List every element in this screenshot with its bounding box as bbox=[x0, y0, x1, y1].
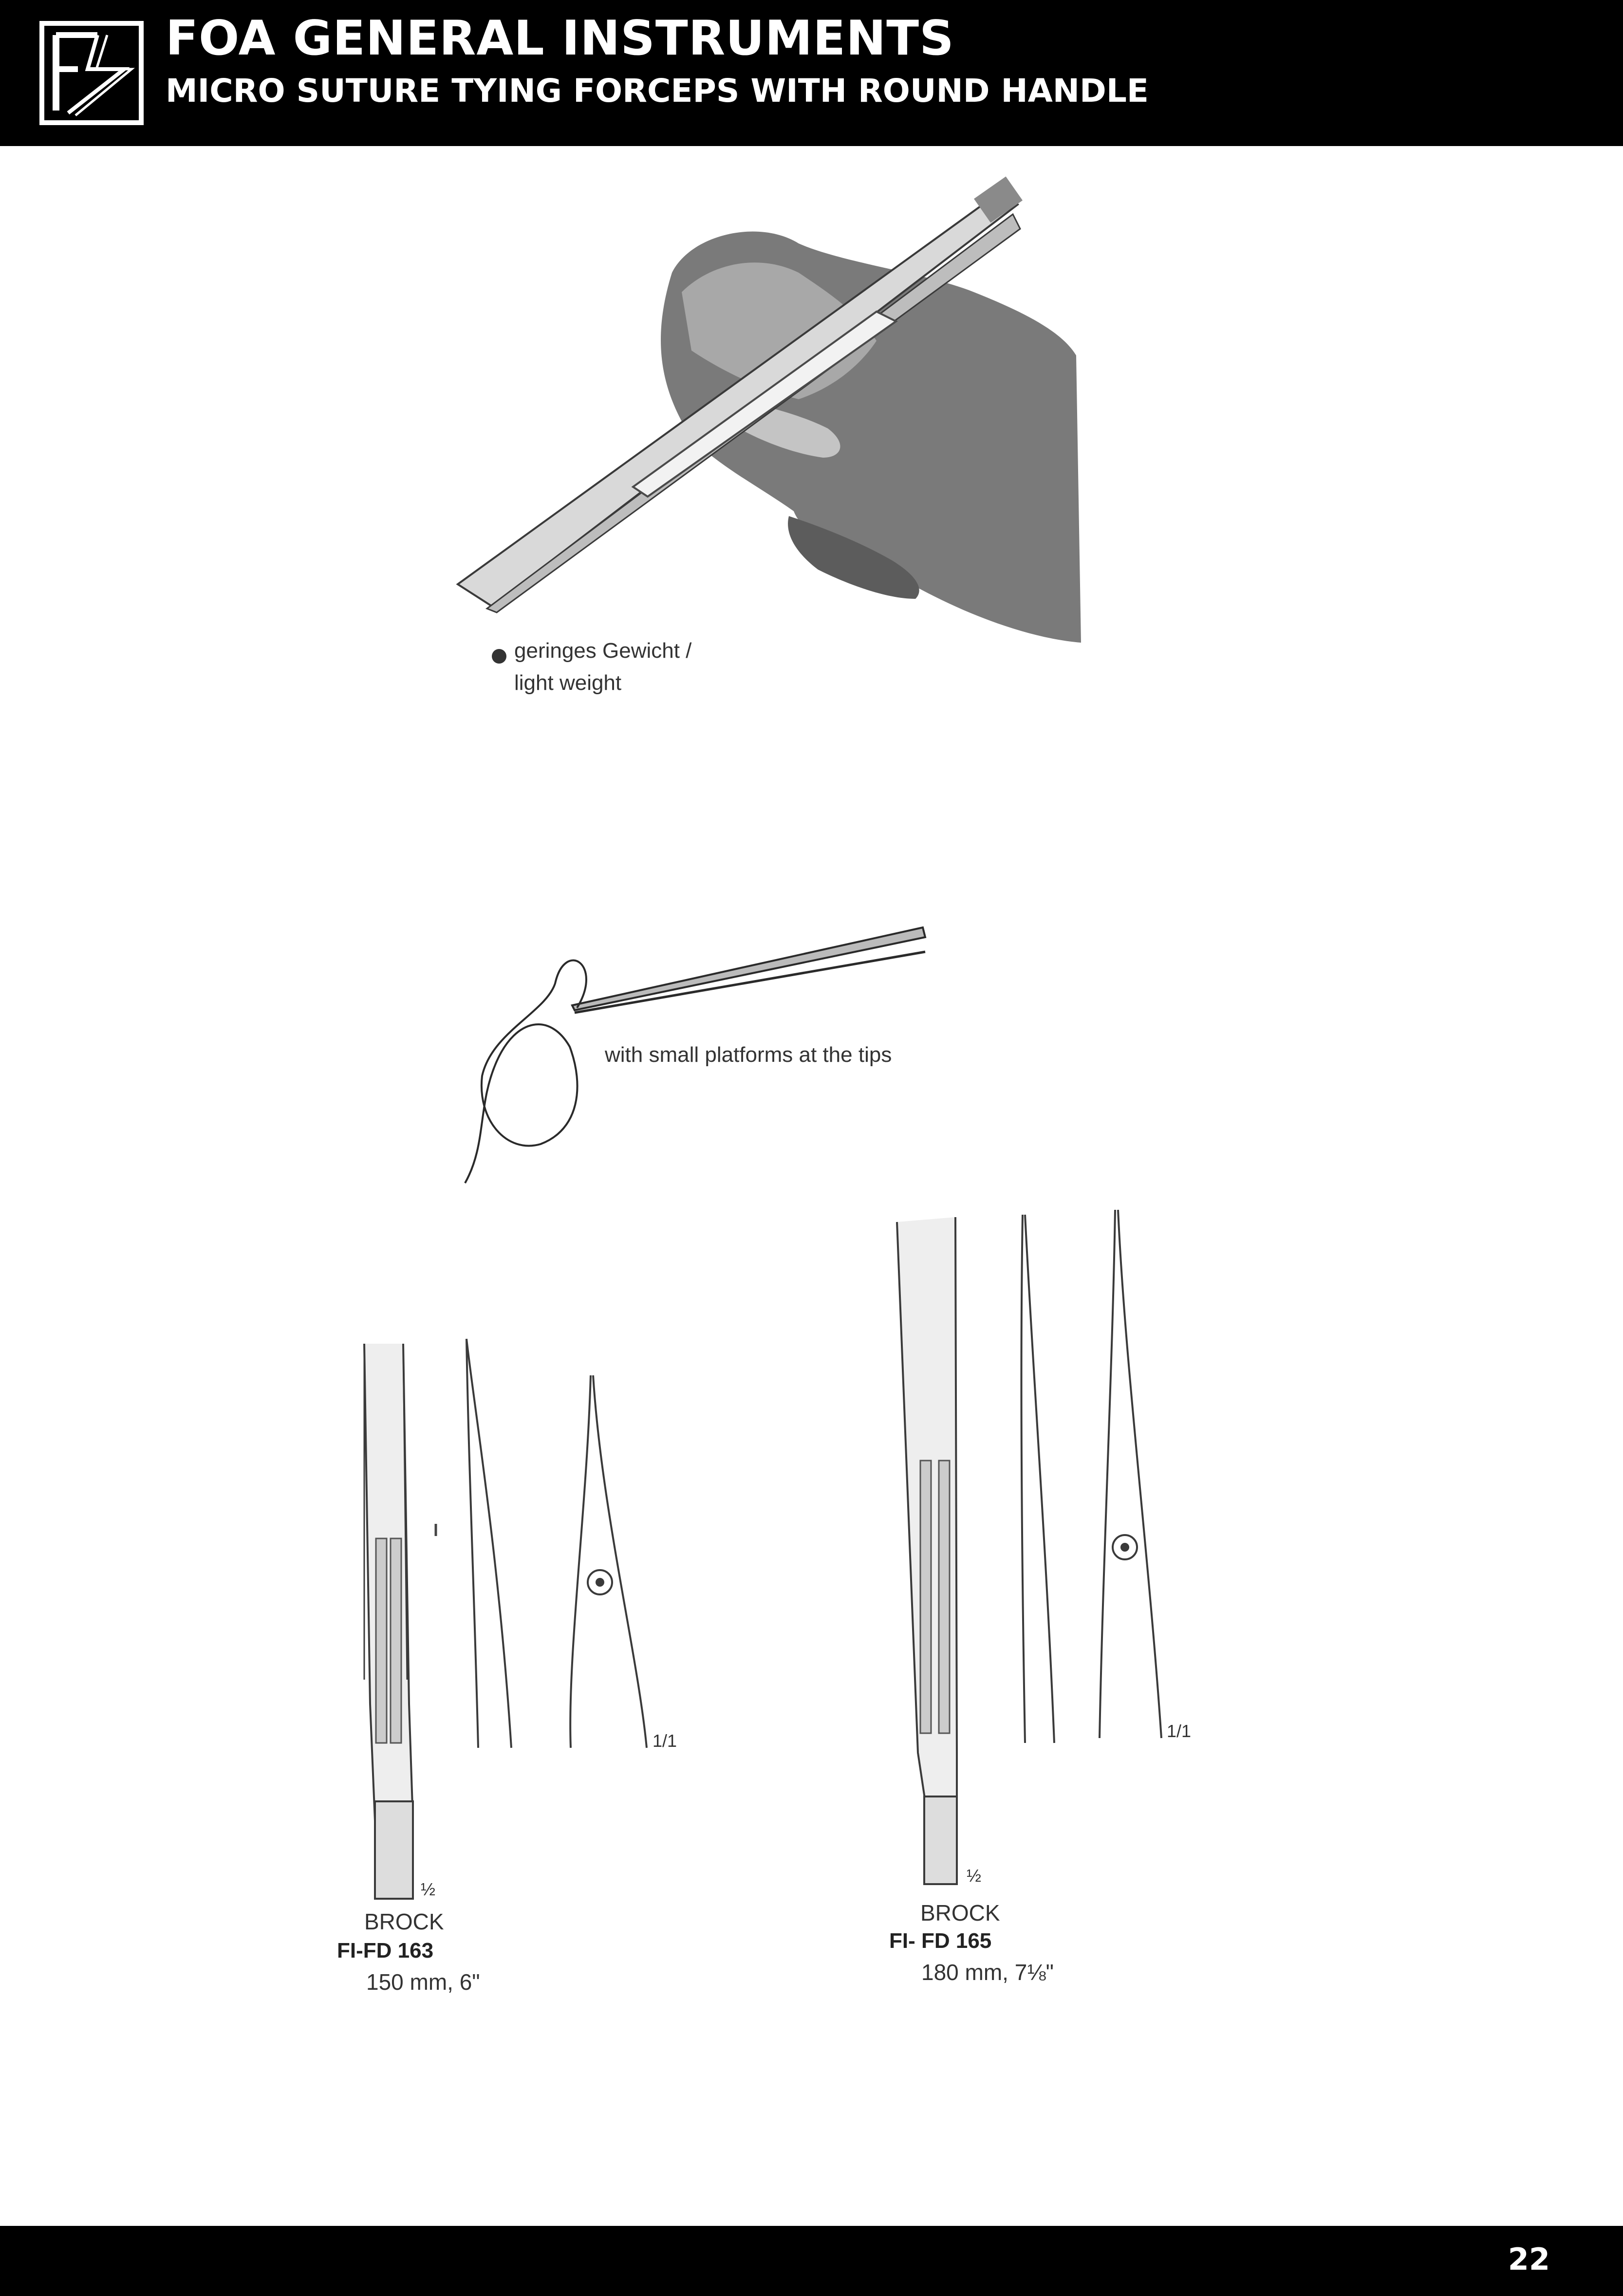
fi-fd-163-scale-full: 1/1 bbox=[653, 1731, 677, 1751]
fi-fd-165-size: 180 mm, 7⅛" bbox=[921, 1960, 1054, 1985]
page-number: 22 bbox=[1508, 2241, 1550, 2277]
fi-fd-165-detail-view bbox=[1100, 1210, 1161, 1738]
fi-fd-163-code: FI-FD 163 bbox=[337, 1939, 434, 1963]
fi-fd-165-code: FI- FD 165 bbox=[889, 1929, 992, 1953]
tip-detail-caption: with small platforms at the tips bbox=[605, 1043, 892, 1067]
fi-fd-165-side-view bbox=[1022, 1215, 1054, 1743]
feature-label-line2: light weight bbox=[514, 671, 622, 695]
header-bar bbox=[0, 0, 1623, 146]
bullet-point bbox=[492, 649, 506, 664]
fi-fd-165-name: BROCK bbox=[920, 1900, 1000, 1926]
brand-title: FOA GENERAL INSTRUMENTS bbox=[166, 11, 954, 66]
fi-fd-163-side-view bbox=[466, 1339, 511, 1748]
page-subtitle: MICRO SUTURE TYING FORCEPS WITH ROUND HANDLE bbox=[166, 72, 1149, 110]
fi-fd-163-full-view bbox=[364, 1344, 436, 1899]
company-logo bbox=[39, 20, 144, 126]
fi-fd-163-scale-half: ½ bbox=[421, 1879, 436, 1899]
footer-bar bbox=[0, 2226, 1623, 2296]
fi-fd-163-size: 150 mm, 6" bbox=[366, 1969, 480, 1995]
instrument-illustrations bbox=[0, 146, 1623, 2226]
fi-fd-163-name: BROCK bbox=[364, 1909, 444, 1934]
fi-fd-165-full-view bbox=[897, 1217, 957, 1884]
fi-fd-165-scale-full: 1/1 bbox=[1167, 1721, 1192, 1741]
fi-fd-163-detail-view bbox=[570, 1375, 647, 1748]
hand-holding-forceps-photo bbox=[458, 176, 1081, 643]
fi-fd-165-scale-half: ½ bbox=[967, 1866, 982, 1886]
feature-label-line1: geringes Gewicht / bbox=[514, 639, 692, 663]
